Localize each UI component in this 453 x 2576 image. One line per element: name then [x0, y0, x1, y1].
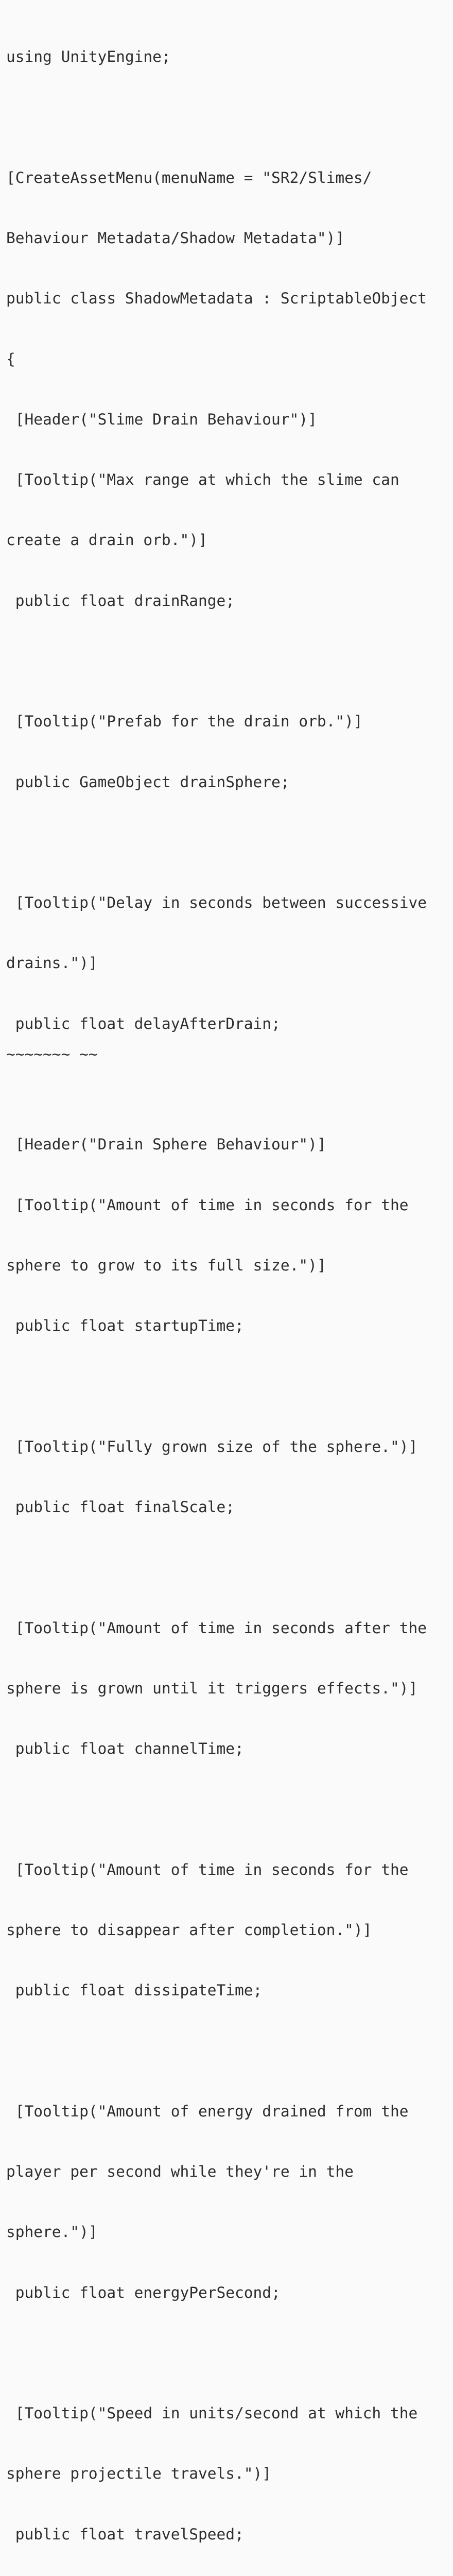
code-line: [CreateAssetMenu(menuName = "SR2/Slimes/ — [6, 168, 372, 187]
code-line: [Tooltip("Prefab for the drain orb.")] — [6, 713, 363, 731]
code-line: { — [6, 350, 15, 368]
code-line: [Tooltip("Amount of time in seconds for the — [6, 1196, 409, 1214]
code-line: [Tooltip("Delay in seconds between successive — [6, 894, 427, 912]
code-line — [6, 2343, 449, 2363]
code-line: drains.")] — [6, 954, 98, 972]
clipped-code-line: ~~~~~~~ ~~ — [6, 1045, 98, 1063]
code-line: create a drain orb.")] — [6, 531, 207, 549]
code-line: public GameObject drainSphere; — [6, 773, 290, 791]
code-line: public float startupTime; — [6, 1317, 244, 1335]
code-line: public float energyPerSecond; — [6, 2283, 281, 2301]
code-line: [Header("Slime Drain Behaviour")] — [6, 410, 317, 428]
code-line: public float drainRange; — [6, 591, 235, 609]
code-line — [6, 833, 449, 853]
code-line: public float channelTime; — [6, 1740, 244, 1758]
code-line: [Tooltip("Speed in units/second at which the — [6, 2404, 418, 2422]
code-line: [Tooltip("Amount of time in seconds after the — [6, 1619, 427, 1637]
code-line: sphere is grown until it triggers effects.")] — [6, 1679, 418, 1697]
code-line — [6, 1074, 449, 1094]
code-line — [6, 651, 449, 671]
code-line: Behaviour Metadata/Shadow Metadata")] — [6, 229, 345, 247]
code-line — [6, 2041, 449, 2061]
code-line: using UnityEngine; — [6, 48, 171, 66]
code-line: sphere to grow to its full size.")] — [6, 1256, 326, 1274]
code-line: public float travelSpeed; — [6, 2525, 244, 2543]
code-line: sphere.")] — [6, 2223, 98, 2241]
code-line: [Tooltip("Fully grown size of the sphere.")] — [6, 1437, 418, 1455]
code-line: [Header("Drain Sphere Behaviour")] — [6, 1136, 326, 1154]
code-line: sphere projectile travels.")] — [6, 2465, 272, 2483]
code-line — [6, 107, 449, 127]
code-line: public float finalScale; — [6, 1498, 235, 1516]
code-line — [6, 1376, 449, 1396]
code-line: public float dissipateTime; — [6, 1981, 263, 1999]
code-line — [6, 1799, 449, 1819]
code-line — [6, 1557, 449, 1578]
code-line: [Tooltip("Max range at which the slime can — [6, 471, 399, 489]
code-line: [Tooltip("Amount of time in seconds for the — [6, 1860, 409, 1878]
code-block — [6, 7, 449, 2576]
code-line: sphere to disappear after completion.")] — [6, 1921, 372, 1939]
code-line: public float delayAfterDrain; — [6, 1014, 281, 1032]
code-line: player per second while they're in the — [6, 2163, 354, 2181]
code-line: public class ShadowMetadata : ScriptableObject — [6, 290, 427, 308]
code-line: [Tooltip("Amount of energy drained from the — [6, 2102, 409, 2120]
